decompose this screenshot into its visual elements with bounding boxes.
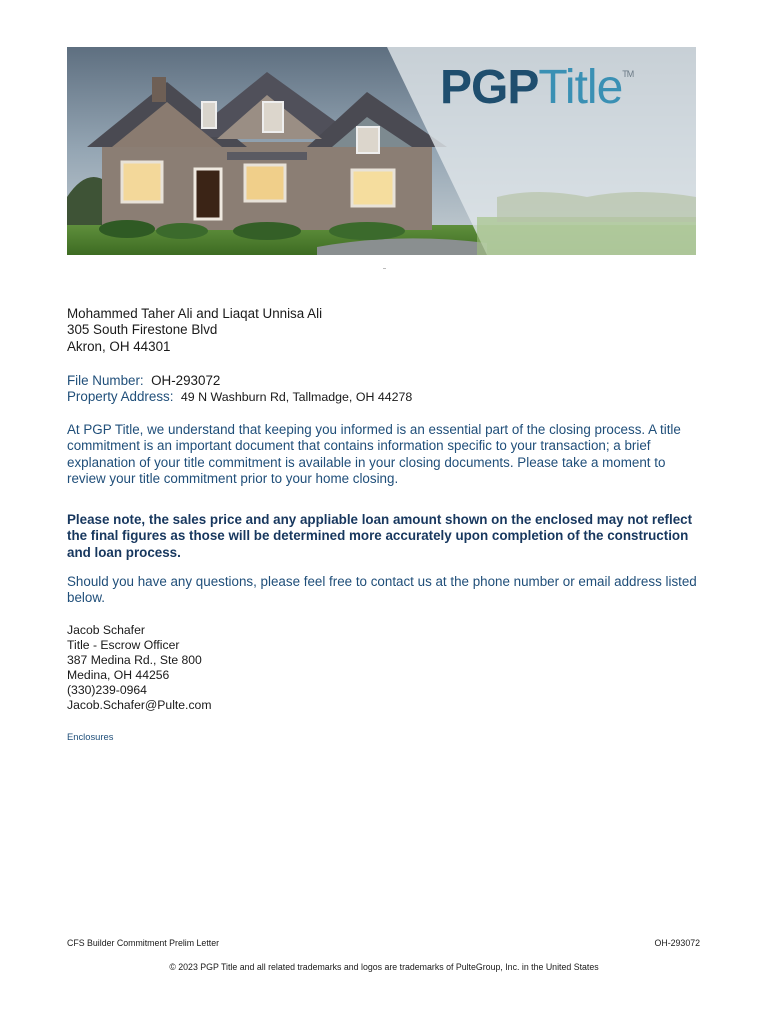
enclosures-label: Enclosures (67, 731, 114, 742)
divider-mark (383, 268, 386, 269)
brand-logo-part1: PGP (440, 61, 539, 114)
contact-email[interactable]: Jacob.Schafer@Pulte.com (67, 697, 212, 712)
footer-copyright: © 2023 PGP Title and all related trademarks and logos are trademarks of PulteGroup, Inc. in the United States (169, 962, 599, 972)
file-number-row (67, 373, 412, 389)
file-info (67, 373, 412, 406)
recipient-city: Akron, OH 44301 (67, 338, 171, 354)
contact-title: Title - Escrow Officer (67, 637, 180, 652)
footer-file-number: OH-293072 (654, 938, 700, 948)
file-number-label: File Number: (67, 373, 144, 388)
contact-block (67, 623, 211, 712)
property-address-label: Property Address: (67, 389, 174, 405)
intro-paragraph: At PGP Title, we understand that keeping you informed is an essential part of the closing process. A title commitment is an important document that contains information specific to your transaction; a brief explanation of your title commitment is available in your closing documents. Please take a moment to review your title commitment prior to your home closing. (67, 422, 681, 486)
footer-doc-name: CFS Builder Commitment Prelim Letter (67, 938, 220, 948)
recipient-address (67, 306, 322, 355)
contact-city: Medina, OH 44256 (67, 667, 170, 682)
contact-name: Jacob Schafer (67, 623, 145, 637)
contact-street: 387 Medina Rd., Ste 800 (67, 652, 202, 667)
contact-phone: (330)239-0964 (67, 682, 147, 697)
trademark-symbol: TM (622, 69, 634, 79)
brand-logo (440, 61, 634, 114)
recipient-name: Mohammed Taher Ali and Liaqat Unnisa Ali (67, 306, 323, 321)
brand-logo-part2: Title (538, 61, 623, 114)
property-address-value: 49 N Washburn Rd, Tallmadge, OH 44278 (180, 390, 413, 405)
header-banner (67, 47, 696, 255)
file-number-value: OH-293072 (151, 373, 221, 388)
recipient-street: 305 South Firestone Blvd (67, 322, 218, 338)
notice-paragraph: Please note, the sales price and any appliable loan amount shown on the enclosed may not reflect the final figures as those will be determined more accurately upon completion of the construction and loan process. (67, 512, 693, 560)
questions-paragraph: Should you have any questions, please feel free to contact us at the phone number or email address listed below. (67, 574, 697, 606)
property-address-row (67, 389, 412, 405)
